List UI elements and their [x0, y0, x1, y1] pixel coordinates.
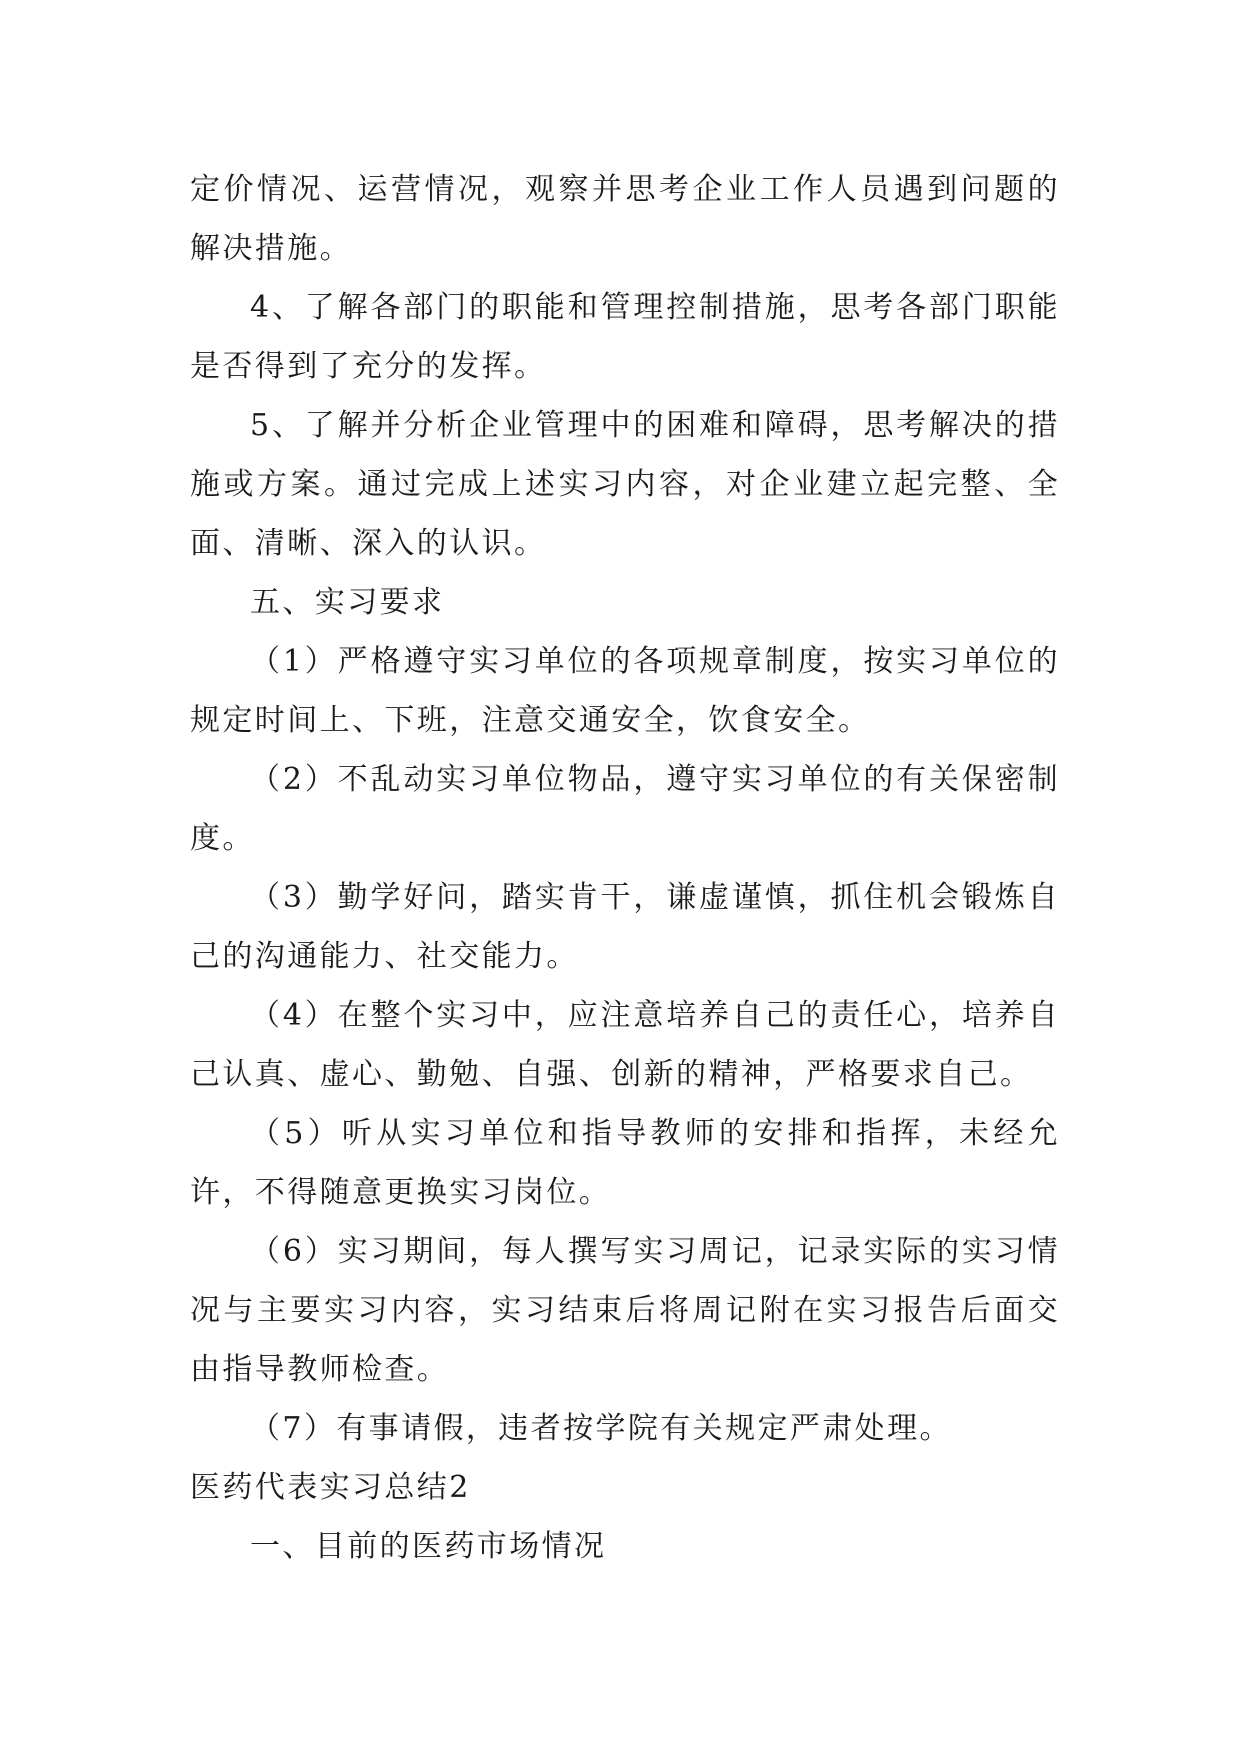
requirement-item-1: （1）严格遵守实习单位的各项规章制度，按实习单位的规定时间上、下班，注意交通安全，饮食安全。: [190, 644, 1060, 738]
paragraph-continuation: 定价情况、运营情况，观察并思考企业工作人员遇到问题的解决措施。: [190, 172, 1060, 266]
requirement-item-7: （7）有事请假，违者按学院有关规定严肃处理。: [250, 1411, 952, 1446]
document-title-summary-2: 医药代表实习总结2: [190, 1470, 471, 1505]
requirement-item-4: （4）在整个实习中，应注意培养自己的责任心，培养自己认真、虚心、勤勉、自强、创新的精神，严格要求自己。: [190, 998, 1060, 1092]
paragraph-item-5: 5、了解并分析企业管理中的困难和障碍，思考解决的措施或方案。通过完成上述实习内容，对企业建立起完整、全面、清晰、深入的认识。: [190, 408, 1060, 561]
paragraph-item-4: 4、了解各部门的职能和管理控制措施，思考各部门职能是否得到了充分的发挥。: [190, 290, 1060, 384]
section-heading-market: 一、目前的医药市场情况: [250, 1529, 607, 1564]
requirement-item-2: （2）不乱动实习单位物品，遵守实习单位的有关保密制度。: [190, 762, 1060, 856]
requirement-item-3: （3）勤学好问，踏实肯干，谦虚谨慎，抓住机会锻炼自己的沟通能力、社交能力。: [190, 880, 1060, 974]
section-heading-requirements: 五、实习要求: [250, 585, 445, 620]
document-body: [190, 160, 1060, 1576]
requirement-item-5: （5）听从实习单位和指导教师的安排和指挥，未经允许，不得随意更换实习岗位。: [190, 1116, 1060, 1210]
requirement-item-6: （6）实习期间，每人撰写实习周记，记录实际的实习情况与主要实习内容，实习结束后将周记附在实习报告后面交由指导教师检查。: [190, 1234, 1060, 1387]
